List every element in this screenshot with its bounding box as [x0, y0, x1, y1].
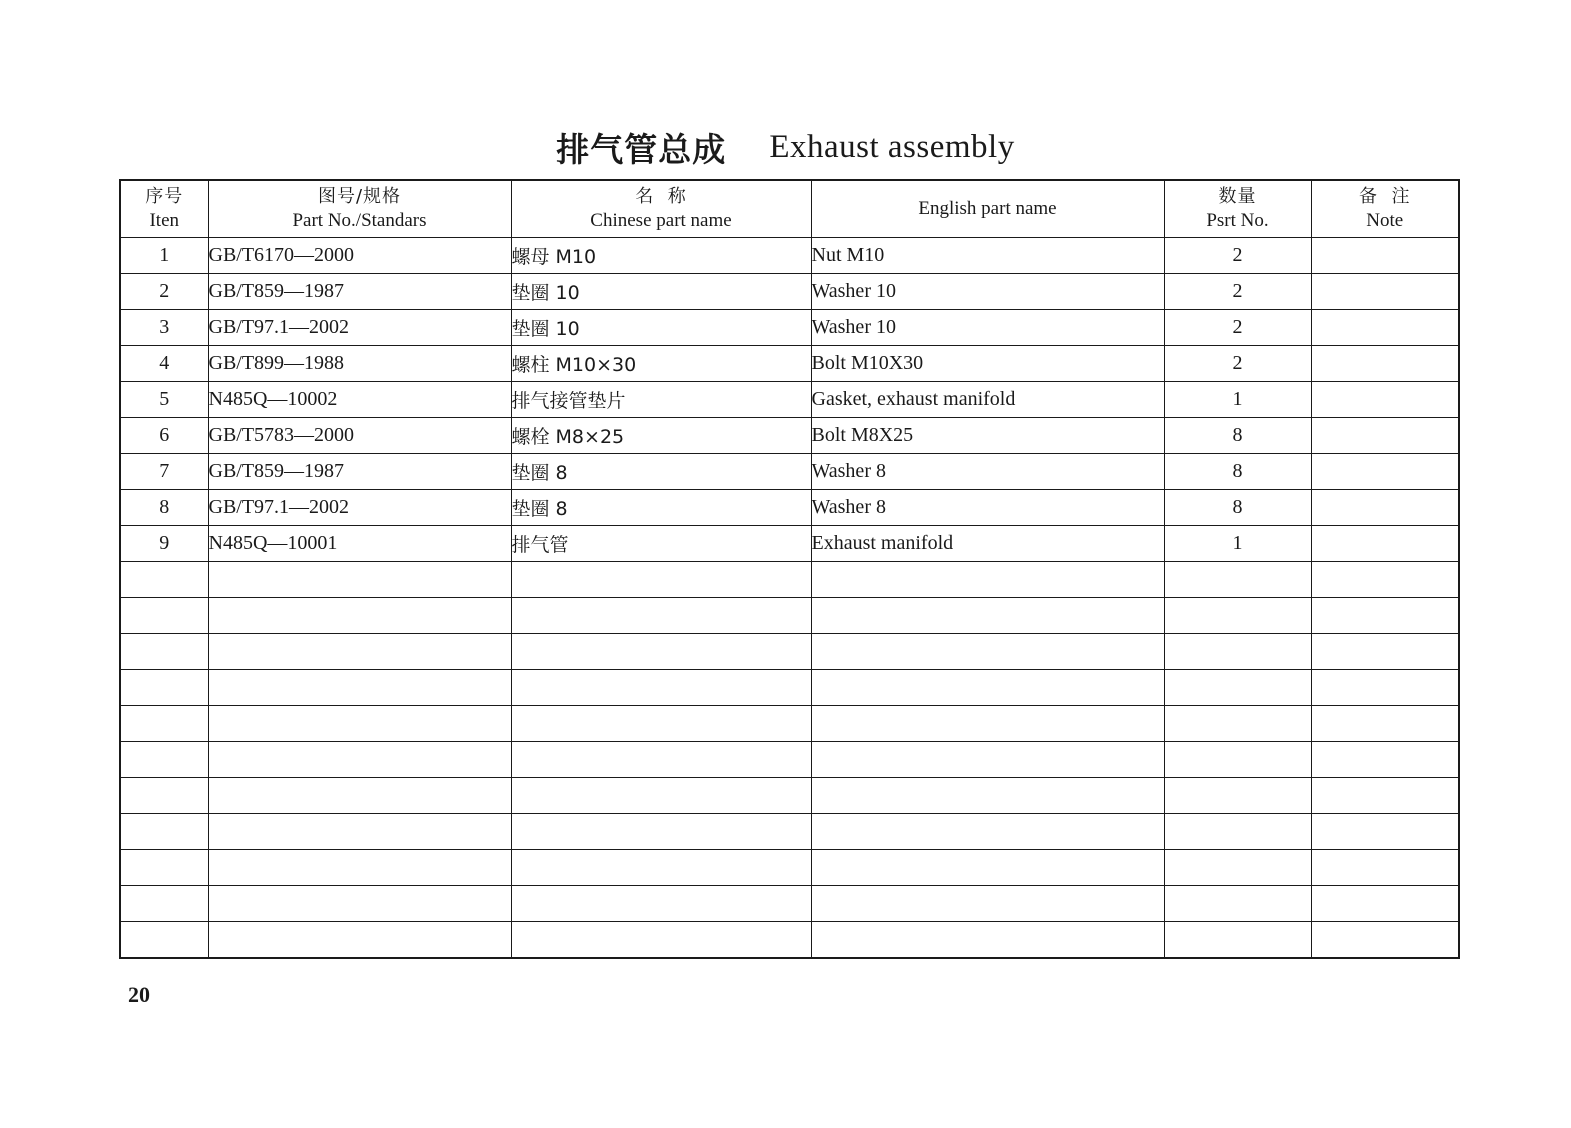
cell-part-no-empty — [208, 598, 511, 634]
cell-chinese-name: 垫圈 8 — [511, 454, 811, 490]
cell-item-empty — [120, 778, 208, 814]
cell-item-empty — [120, 850, 208, 886]
table-row — [120, 418, 1459, 454]
cell-chinese-name: 垫圈 10 — [511, 274, 811, 310]
header-item-en: Iten — [149, 210, 180, 231]
cell-note — [1311, 490, 1459, 526]
cell-chinese-name-empty — [511, 562, 811, 598]
cell-quantity-empty — [1164, 670, 1311, 706]
cell-quantity: 2 — [1164, 346, 1311, 382]
cell-item-empty — [120, 670, 208, 706]
cell-part-no-empty — [208, 886, 511, 922]
cell-quantity-empty — [1164, 634, 1311, 670]
cell-quantity: 1 — [1164, 526, 1311, 562]
cell-part-no: GB/T859—1987 — [208, 454, 511, 490]
cell-part-no-empty — [208, 562, 511, 598]
cell-quantity: 8 — [1164, 418, 1311, 454]
cell-english-name-empty — [811, 598, 1164, 634]
cell-part-no-empty — [208, 634, 511, 670]
header-item-cn: 序号 — [145, 186, 184, 207]
cell-note — [1311, 274, 1459, 310]
cell-quantity-empty — [1164, 598, 1311, 634]
header-quantity-cn: 数量 — [1218, 186, 1257, 207]
page-title — [0, 124, 1571, 171]
cell-part-no: GB/T5783—2000 — [208, 418, 511, 454]
cell-english-name-empty — [811, 922, 1164, 959]
cell-english-name-empty — [811, 850, 1164, 886]
cell-note — [1311, 238, 1459, 274]
header-quantity-en: Psrt No. — [1206, 210, 1269, 231]
header-chinese-name-en: Chinese part name — [590, 210, 732, 231]
cell-part-no: GB/T97.1—2002 — [208, 490, 511, 526]
cell-part-no: N485Q—10002 — [208, 382, 511, 418]
cell-chinese-name: 排气管 — [511, 526, 811, 562]
cell-english-name-empty — [811, 562, 1164, 598]
parts-table — [119, 179, 1460, 959]
cell-note — [1311, 382, 1459, 418]
cell-note — [1311, 346, 1459, 382]
table-row — [120, 454, 1459, 490]
header-item — [120, 180, 208, 238]
cell-quantity-empty — [1164, 886, 1311, 922]
cell-chinese-name-empty — [511, 778, 811, 814]
cell-english-name-empty — [811, 886, 1164, 922]
cell-part-no-empty — [208, 706, 511, 742]
cell-part-no: GB/T859—1987 — [208, 274, 511, 310]
cell-english-name-empty — [811, 706, 1164, 742]
cell-quantity-empty — [1164, 562, 1311, 598]
cell-english-name: Gasket, exhaust manifold — [811, 382, 1164, 418]
cell-part-no: GB/T899—1988 — [208, 346, 511, 382]
header-note — [1311, 180, 1459, 238]
cell-english-name: Washer 8 — [811, 454, 1164, 490]
empty-table-row — [120, 562, 1459, 598]
cell-note — [1311, 418, 1459, 454]
table-row — [120, 526, 1459, 562]
cell-english-name: Washer 8 — [811, 490, 1164, 526]
cell-item: 4 — [120, 346, 208, 382]
cell-note-empty — [1311, 886, 1459, 922]
cell-quantity: 1 — [1164, 382, 1311, 418]
cell-part-no: N485Q—10001 — [208, 526, 511, 562]
cell-chinese-name: 螺母 M10 — [511, 238, 811, 274]
cell-chinese-name-empty — [511, 706, 811, 742]
cell-item: 7 — [120, 454, 208, 490]
cell-english-name-empty — [811, 634, 1164, 670]
cell-item-empty — [120, 742, 208, 778]
cell-item: 1 — [120, 238, 208, 274]
table-row — [120, 490, 1459, 526]
empty-table-row — [120, 706, 1459, 742]
cell-item-empty — [120, 598, 208, 634]
page-number: 20 — [128, 982, 150, 1007]
cell-note — [1311, 310, 1459, 346]
cell-item: 8 — [120, 490, 208, 526]
cell-chinese-name: 垫圈 10 — [511, 310, 811, 346]
title-english: Exhaust assembly — [769, 129, 1015, 165]
cell-part-no: GB/T97.1—2002 — [208, 310, 511, 346]
header-part-no-cn: 图号/规格 — [317, 186, 402, 207]
cell-note-empty — [1311, 850, 1459, 886]
cell-part-no: GB/T6170—2000 — [208, 238, 511, 274]
cell-part-no-empty — [208, 670, 511, 706]
cell-quantity: 8 — [1164, 454, 1311, 490]
cell-note — [1311, 454, 1459, 490]
cell-english-name-empty — [811, 814, 1164, 850]
cell-note-empty — [1311, 742, 1459, 778]
cell-chinese-name-empty — [511, 634, 811, 670]
cell-quantity-empty — [1164, 814, 1311, 850]
cell-note-empty — [1311, 634, 1459, 670]
empty-table-row — [120, 742, 1459, 778]
cell-item: 6 — [120, 418, 208, 454]
cell-chinese-name: 螺柱 M10×30 — [511, 346, 811, 382]
empty-table-row — [120, 778, 1459, 814]
cell-english-name: Washer 10 — [811, 310, 1164, 346]
header-part-no-en: Part No./Standars — [292, 210, 427, 231]
cell-chinese-name-empty — [511, 850, 811, 886]
table-row — [120, 346, 1459, 382]
cell-note-empty — [1311, 814, 1459, 850]
header-note-en: Note — [1366, 210, 1404, 231]
cell-item-empty — [120, 562, 208, 598]
header-english-name — [811, 180, 1164, 238]
cell-english-name: Bolt M8X25 — [811, 418, 1164, 454]
header-part-no — [208, 180, 511, 238]
cell-part-no-empty — [208, 814, 511, 850]
cell-chinese-name: 垫圈 8 — [511, 490, 811, 526]
header-chinese-name-cn: 名 称 — [635, 186, 687, 207]
cell-quantity: 2 — [1164, 274, 1311, 310]
cell-note-empty — [1311, 922, 1459, 959]
empty-table-row — [120, 814, 1459, 850]
cell-item: 3 — [120, 310, 208, 346]
cell-note-empty — [1311, 706, 1459, 742]
cell-item-empty — [120, 886, 208, 922]
cell-item: 2 — [120, 274, 208, 310]
cell-part-no-empty — [208, 778, 511, 814]
header-chinese-name — [511, 180, 811, 238]
cell-item: 5 — [120, 382, 208, 418]
cell-part-no-empty — [208, 850, 511, 886]
empty-table-row — [120, 598, 1459, 634]
cell-english-name-empty — [811, 778, 1164, 814]
table-row — [120, 382, 1459, 418]
cell-note — [1311, 526, 1459, 562]
empty-table-row — [120, 634, 1459, 670]
cell-part-no-empty — [208, 922, 511, 959]
table-row — [120, 274, 1459, 310]
cell-item-empty — [120, 706, 208, 742]
cell-note-empty — [1311, 562, 1459, 598]
table-header-row — [120, 180, 1459, 238]
cell-note-empty — [1311, 778, 1459, 814]
cell-quantity: 2 — [1164, 310, 1311, 346]
cell-chinese-name-empty — [511, 922, 811, 959]
cell-quantity-empty — [1164, 706, 1311, 742]
cell-chinese-name-empty — [511, 814, 811, 850]
cell-note-empty — [1311, 670, 1459, 706]
empty-table-row — [120, 886, 1459, 922]
cell-english-name-empty — [811, 742, 1164, 778]
cell-item-empty — [120, 922, 208, 959]
cell-quantity-empty — [1164, 778, 1311, 814]
cell-quantity: 8 — [1164, 490, 1311, 526]
cell-english-name: Bolt M10X30 — [811, 346, 1164, 382]
cell-item-empty — [120, 814, 208, 850]
cell-chinese-name: 排气接管垫片 — [511, 382, 811, 418]
empty-table-row — [120, 922, 1459, 959]
empty-table-row — [120, 670, 1459, 706]
cell-part-no-empty — [208, 742, 511, 778]
cell-english-name: Nut M10 — [811, 238, 1164, 274]
cell-english-name: Washer 10 — [811, 274, 1164, 310]
cell-item: 9 — [120, 526, 208, 562]
cell-english-name-empty — [811, 670, 1164, 706]
cell-quantity: 2 — [1164, 238, 1311, 274]
cell-note-empty — [1311, 598, 1459, 634]
table-row — [120, 238, 1459, 274]
header-english-name-en: English part name — [918, 198, 1057, 219]
cell-quantity-empty — [1164, 850, 1311, 886]
cell-chinese-name-empty — [511, 670, 811, 706]
table-row — [120, 310, 1459, 346]
cell-chinese-name-empty — [511, 598, 811, 634]
header-note-cn: 备 注 — [1359, 186, 1411, 207]
cell-chinese-name: 螺栓 M8×25 — [511, 418, 811, 454]
empty-table-row — [120, 850, 1459, 886]
header-quantity — [1164, 180, 1311, 238]
cell-item-empty — [120, 634, 208, 670]
cell-quantity-empty — [1164, 922, 1311, 959]
empty-rows-group — [120, 562, 1459, 959]
cell-chinese-name-empty — [511, 886, 811, 922]
title-chinese: 排气管总成 — [556, 130, 727, 169]
cell-english-name: Exhaust manifold — [811, 526, 1164, 562]
cell-chinese-name-empty — [511, 742, 811, 778]
cell-quantity-empty — [1164, 742, 1311, 778]
